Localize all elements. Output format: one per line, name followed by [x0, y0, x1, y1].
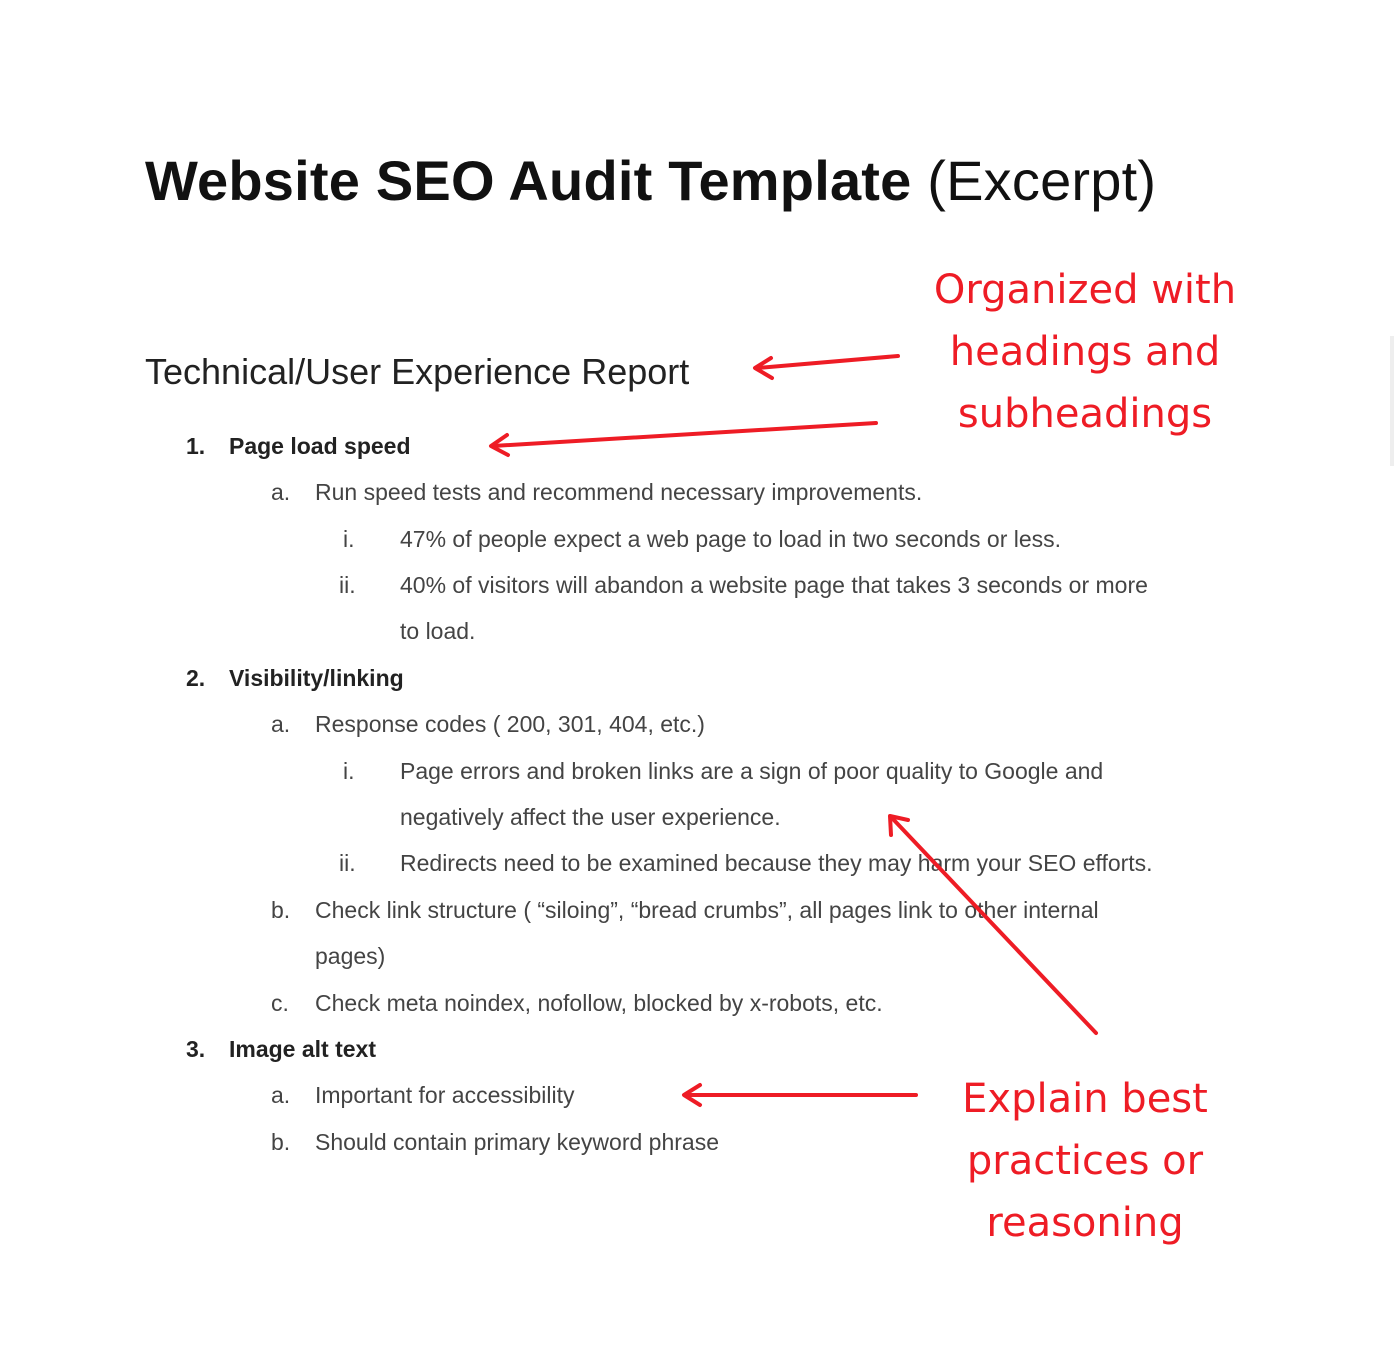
list-marker: ii.: [339, 850, 356, 876]
annotation-best-practices: Explain best practices or reasoning: [962, 1076, 1208, 1246]
list-marker: a.: [271, 711, 291, 737]
list-item: Check link structure ( “siloing”, “bread crumbs”, all pages link to other internal: [315, 897, 1099, 923]
list-item: Run speed tests and recommend necessary improvements.: [315, 479, 923, 505]
list-marker: 2.: [186, 665, 206, 691]
list-item: Redirects need to be examined because they may harm your SEO efforts.: [400, 850, 1153, 876]
list-marker: 3.: [186, 1036, 206, 1062]
list-marker: ii.: [339, 572, 356, 598]
list-item-heading: Page load speed: [229, 433, 411, 459]
document-title-suffix: (Excerpt): [927, 149, 1157, 212]
arrow-to-accessibility: [684, 1085, 916, 1105]
arrow-to-page-load-speed: [491, 423, 876, 455]
list-item: Page errors and broken links are a sign of poor quality to Google and: [400, 758, 1104, 784]
list-marker: 1.: [186, 433, 206, 459]
list-item-continuation: to load.: [400, 618, 476, 644]
list-item-continuation: pages): [315, 943, 386, 969]
list-marker: a.: [271, 479, 291, 505]
list-item: Important for accessibility: [315, 1082, 575, 1108]
list-item: Response codes ( 200, 301, 404, etc.): [315, 711, 705, 737]
annotation-headings: Organized with headings and subheadings: [933, 267, 1237, 437]
list-marker: i.: [343, 526, 355, 552]
list-marker: a.: [271, 1082, 291, 1108]
list-item: Check meta noindex, nofollow, blocked by x-robots, etc.: [315, 990, 883, 1016]
list-item-heading: Visibility/linking: [229, 665, 404, 691]
list-marker: c.: [271, 990, 289, 1016]
list-item: Should contain primary keyword phrase: [315, 1129, 719, 1155]
section-subheading: Technical/User Experience Report: [145, 351, 690, 392]
document-title-main: Website SEO Audit Template: [145, 149, 912, 212]
list-marker: b.: [271, 1129, 291, 1155]
scroll-edge: [1390, 336, 1394, 466]
list-marker: i.: [343, 758, 355, 784]
list-item-continuation: negatively affect the user experience.: [400, 804, 781, 830]
list-item: 40% of visitors will abandon a website page that takes 3 seconds or more: [400, 572, 1148, 598]
list-item-heading: Image alt text: [229, 1036, 376, 1062]
list-marker: b.: [271, 897, 291, 923]
arrow-to-page-errors: [890, 816, 1096, 1033]
list-item: 47% of people expect a web page to load in two seconds or less.: [400, 526, 1062, 552]
arrow-to-subheading: [755, 356, 898, 378]
